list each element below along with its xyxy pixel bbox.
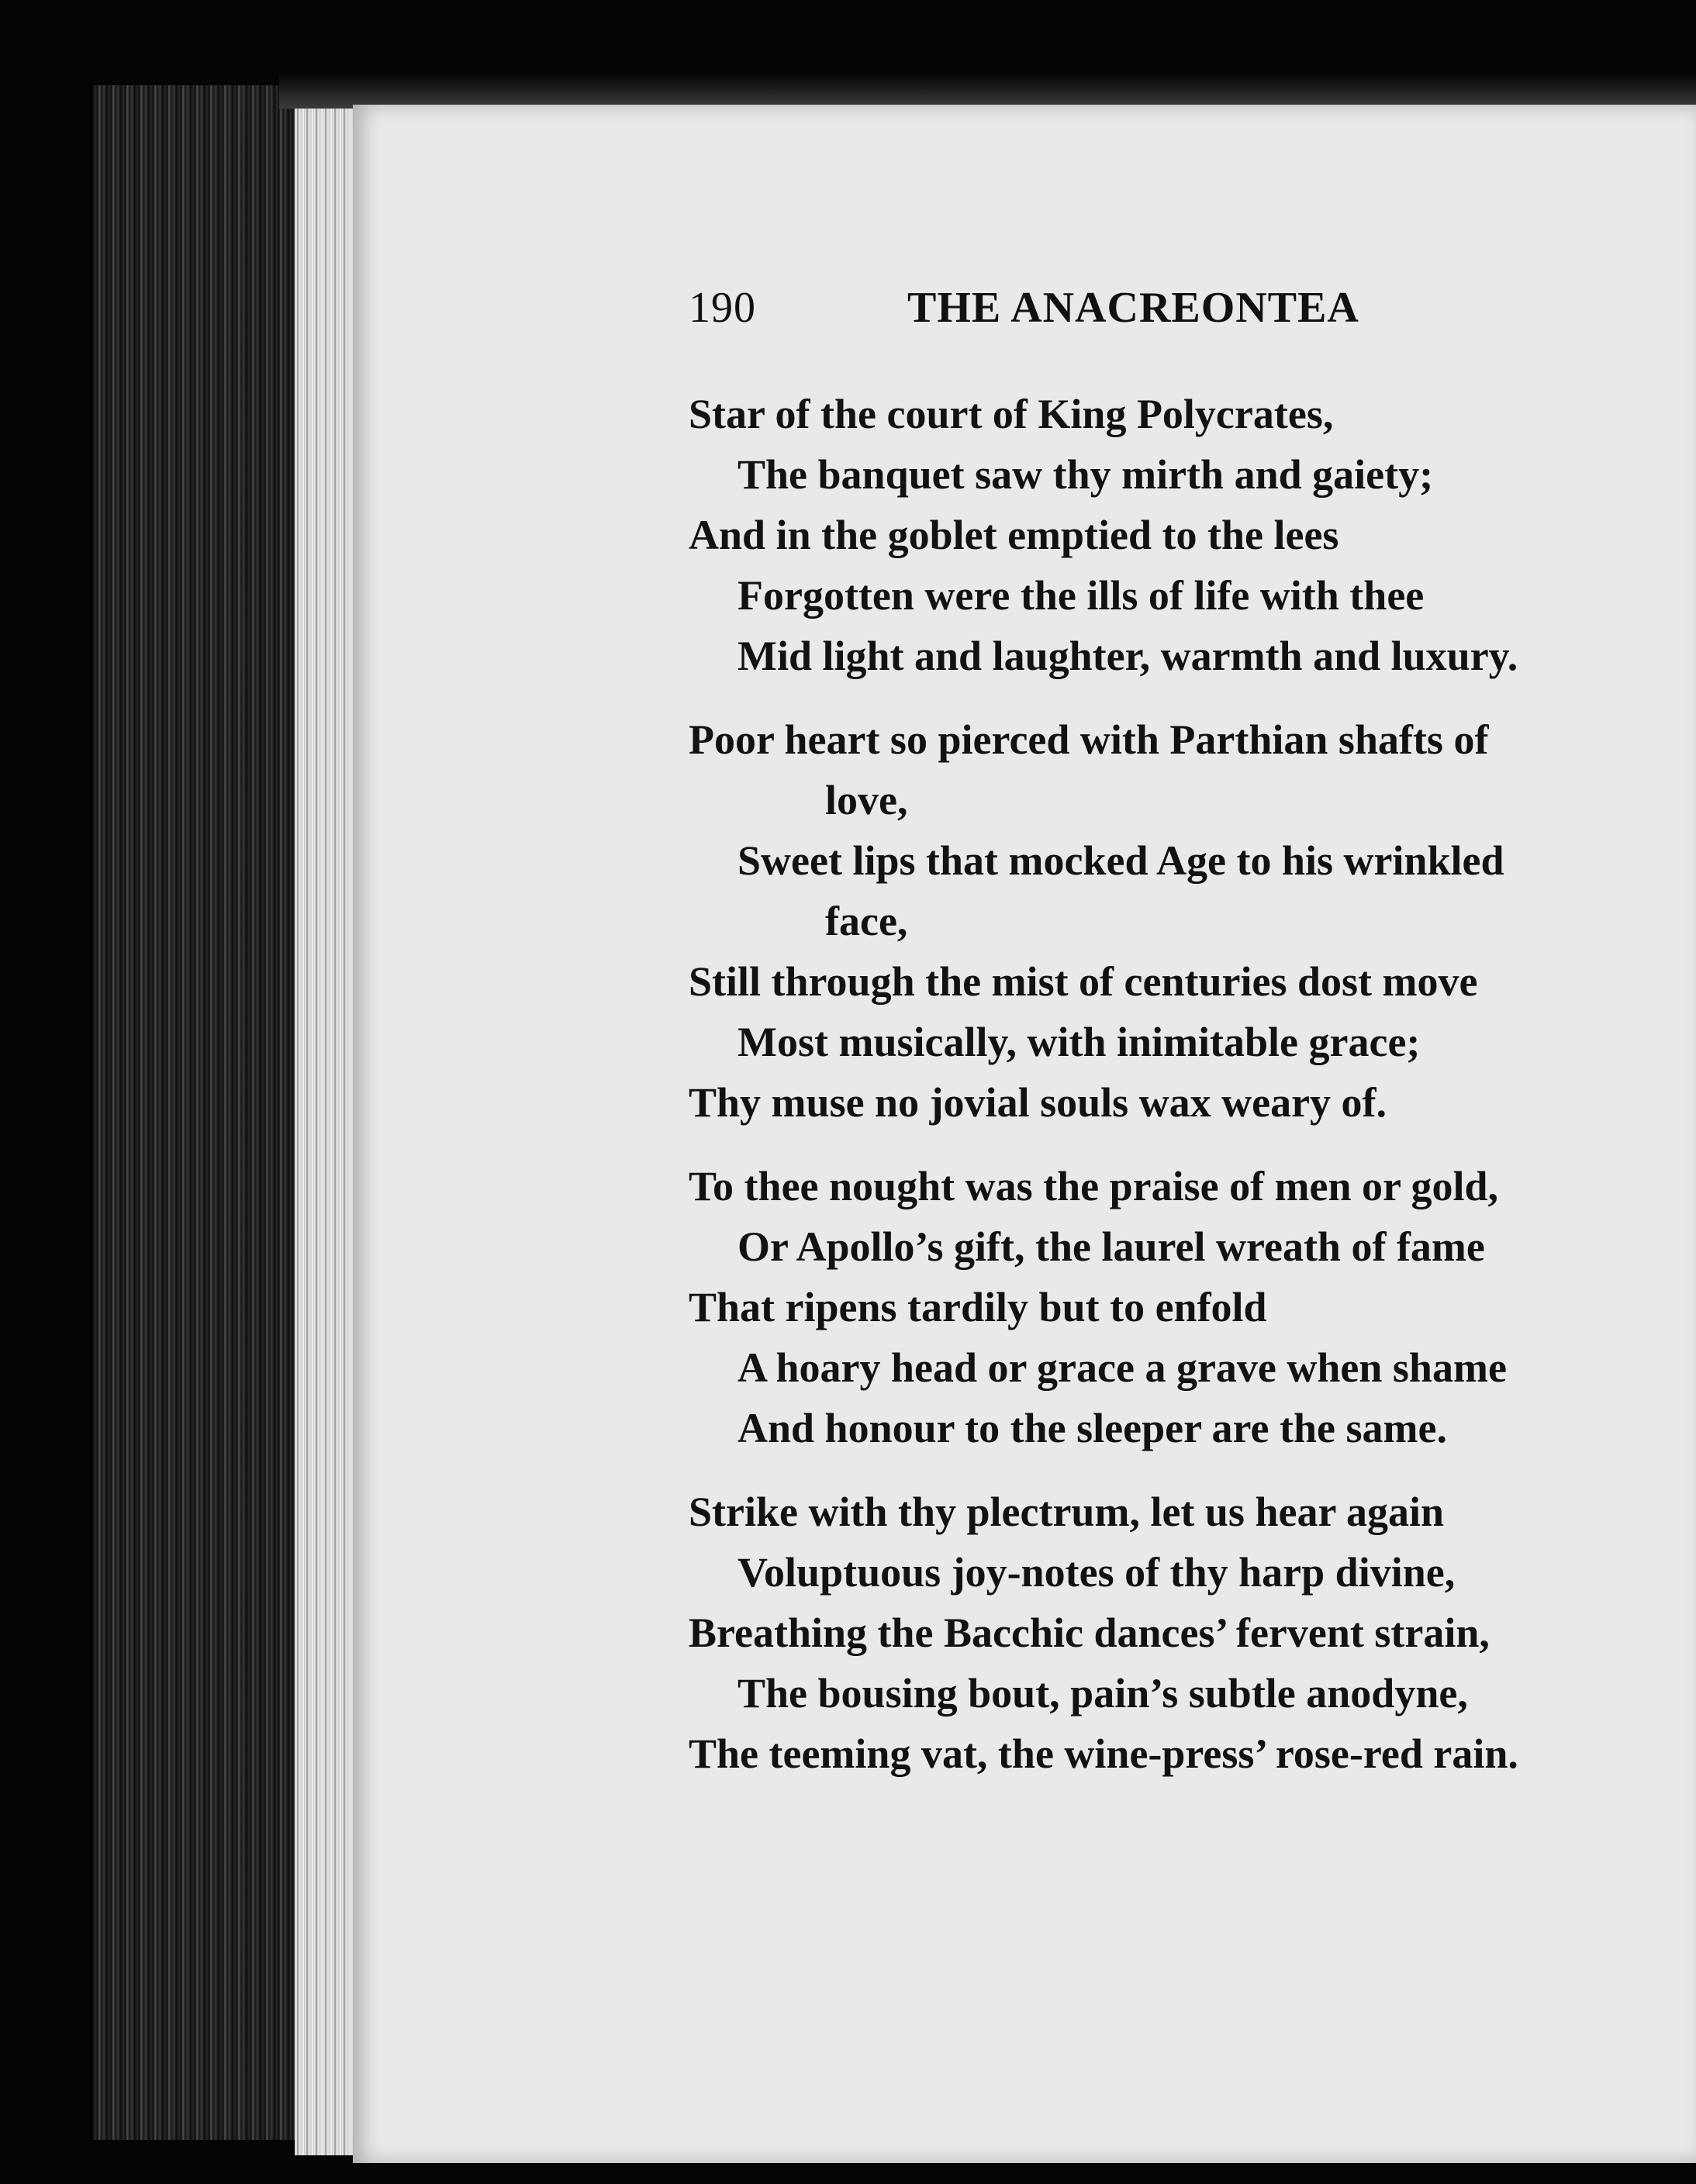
poem-line: Strike with thy plectrum, let us hear again [689, 1489, 1444, 1535]
poem-line: love, [825, 777, 908, 823]
poem-line: Thy muse no jovial souls wax weary of. [689, 1079, 1387, 1126]
poem-line: To thee nought was the praise of men or gold, [689, 1163, 1499, 1209]
poem-line: And honour to the sleeper are the same. [737, 1405, 1447, 1451]
poem-body [689, 384, 1666, 1807]
poem-line: A hoary head or grace a grave when shame [737, 1344, 1507, 1391]
poem-line: Forgotten were the ills of life with thee [737, 572, 1425, 619]
poem-line: Voluptuous joy-notes of thy harp divine, [737, 1549, 1456, 1596]
poem-line: Most musically, with inimitable grace; [737, 1019, 1421, 1065]
poem-line: The bousing bout, pain’s subtle anodyne, [737, 1670, 1468, 1716]
poem-line: Breathing the Bacchic dances’ fervent strain, [689, 1610, 1490, 1656]
poem-line: Star of the court of King Polycrates, [689, 391, 1334, 437]
running-title: THE ANACREONTEA [907, 284, 1359, 332]
poem-line: Or Apollo’s gift, the laurel wreath of fame [737, 1223, 1485, 1270]
page-number: 190 [689, 284, 756, 332]
poem-line: That ripens tardily but to enfold [689, 1284, 1267, 1330]
poem-line: The banquet saw thy mirth and gaiety; [737, 451, 1434, 498]
stanza [689, 1482, 1666, 1784]
stanza [689, 1156, 1666, 1458]
poem-line: face, [825, 898, 908, 944]
poem-line: Mid light and laughter, warmth and luxury. [737, 633, 1518, 679]
stanza [689, 384, 1666, 686]
poem-line: Sweet lips that mocked Age to his wrinkled [737, 837, 1504, 884]
page-top-shadow [279, 74, 1696, 109]
stanza [689, 709, 1666, 1133]
poem-line: And in the goblet emptied to the lees [689, 512, 1339, 558]
page-stack [295, 109, 357, 2155]
poem-line: The teeming vat, the wine-press’ rose-red rain. [689, 1730, 1518, 1777]
poem-line: Still through the mist of centuries dost move [689, 958, 1478, 1005]
poem-line: Poor heart so pierced with Parthian shafts of [689, 716, 1489, 763]
